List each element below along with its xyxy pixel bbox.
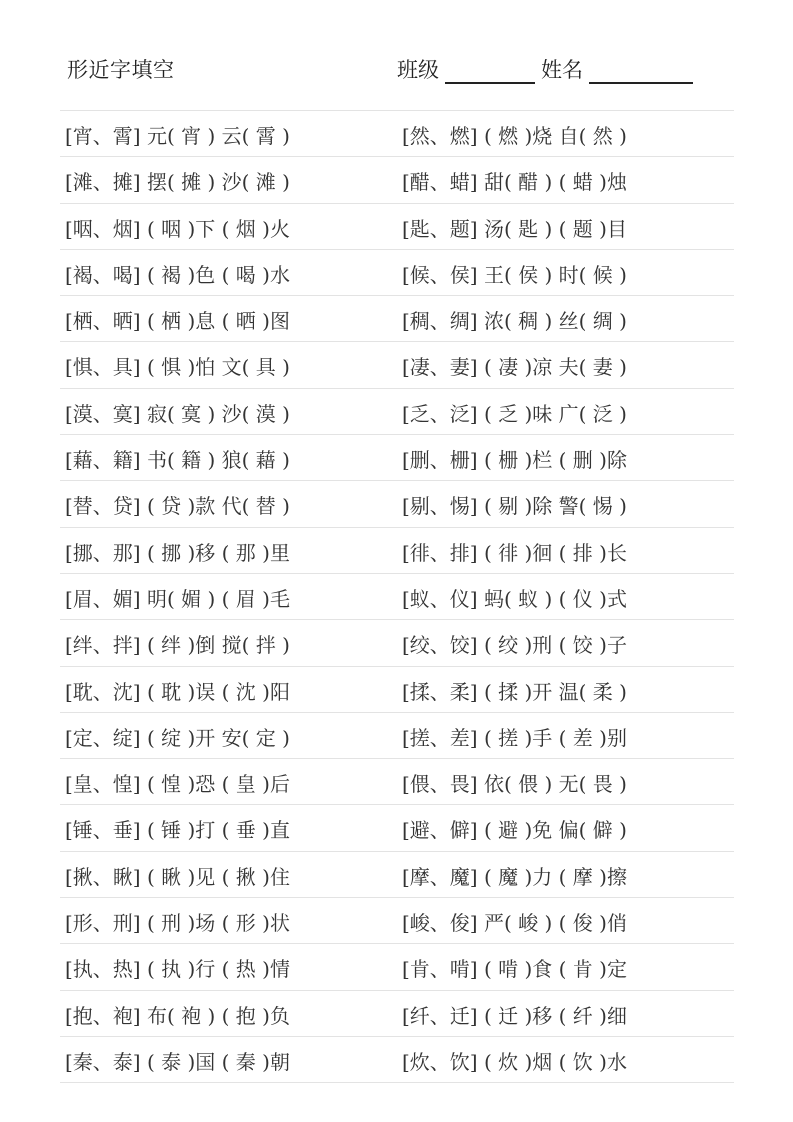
exercise-row [60,574,734,620]
exercise-left: [惧、具] ( 惧 )怕 文( 具 ) [65,355,290,380]
exercise-left: [绊、拌] ( 绊 )倒 搅( 拌 ) [65,633,290,658]
exercise-right: [徘、排] ( 徘 )徊 ( 排 )长 [402,540,627,565]
exercise-left: [藉、籍] 书( 籍 ) 狼( 藉 ) [65,448,290,473]
exercise-left: [执、热] ( 执 )行 ( 热 )情 [65,957,290,982]
exercise-left: [形、刑] ( 刑 )场 ( 形 )状 [65,911,290,936]
student-info [397,54,693,84]
name-label: 姓名 [541,58,583,82]
exercise-row [60,250,734,296]
exercise-right: [避、僻] ( 避 )免 偏( 僻 ) [402,818,627,843]
exercise-row [60,389,734,435]
exercise-row [60,157,734,203]
exercise-right: [揉、柔] ( 揉 )开 温( 柔 ) [402,679,627,704]
exercise-left: [锤、垂] ( 锤 )打 ( 垂 )直 [65,818,290,843]
exercise-table [60,110,734,1083]
exercise-right: [蚁、仪] 蚂( 蚁 ) ( 仪 )式 [402,586,627,611]
exercise-right: [醋、蜡] 甜( 醋 ) ( 蜡 )烛 [402,170,627,195]
exercise-row [60,481,734,527]
exercise-left: [替、贷] ( 贷 )款 代( 替 ) [65,494,290,519]
exercise-left: [定、绽] ( 绽 )开 安( 定 ) [65,725,290,750]
exercise-left: [揪、瞅] ( 瞅 )见 ( 揪 )住 [65,864,290,889]
exercise-right: [肯、啃] ( 啃 )食 ( 肯 )定 [402,957,627,982]
name-blank[interactable] [589,60,693,84]
exercise-right: [峻、俊] 严( 峻 ) ( 俊 )俏 [402,911,627,936]
exercise-row [60,852,734,898]
exercise-right: [候、侯] 王( 侯 ) 时( 候 ) [402,262,627,287]
exercise-right: [稠、绸] 浓( 稠 ) 丝( 绸 ) [402,309,627,334]
exercise-right: [凄、妻] ( 凄 )凉 夫( 妻 ) [402,355,627,380]
exercise-left: [秦、泰] ( 泰 )国 ( 秦 )朝 [65,1049,290,1074]
exercise-right: [剔、惕] ( 剔 )除 警( 惕 ) [402,494,627,519]
exercise-row [60,1037,734,1083]
exercise-right: [匙、题] 汤( 匙 ) ( 题 )目 [402,216,627,241]
exercise-left: [皇、惶] ( 惶 )恐 ( 皇 )后 [65,772,290,797]
exercise-left: [抱、袍] 布( 袍 ) ( 抱 )负 [65,1003,290,1028]
exercise-row [60,898,734,944]
exercise-row [60,667,734,713]
exercise-left: [褐、喝] ( 褐 )色 ( 喝 )水 [65,262,290,287]
exercise-row [60,620,734,666]
exercise-row [60,111,734,157]
exercise-row [60,713,734,759]
exercise-left: [咽、烟] ( 咽 )下 ( 烟 )火 [65,216,290,241]
class-label: 班级 [397,58,439,82]
exercise-left: [眉、媚] 明( 媚 ) ( 眉 )毛 [65,586,290,611]
exercise-left: [漠、寞] 寂( 寞 ) 沙( 漠 ) [65,401,290,426]
exercise-right: [乏、泛] ( 乏 )味 广( 泛 ) [402,401,627,426]
exercise-right: [纤、迁] ( 迁 )移 ( 纤 )细 [402,1003,627,1028]
exercise-row [60,342,734,388]
exercise-right: [然、燃] ( 燃 )烧 自( 然 ) [402,124,627,148]
exercise-left: [滩、摊] 摆( 摊 ) 沙( 滩 ) [65,170,290,195]
exercise-left: [挪、那] ( 挪 )移 ( 那 )里 [65,540,290,565]
exercise-row [60,528,734,574]
exercise-right: [搓、差] ( 搓 )手 ( 差 )别 [402,725,627,750]
exercise-row [60,991,734,1037]
exercise-left: [耽、沈] ( 耽 )误 ( 沈 )阳 [65,679,290,704]
exercise-right: [摩、魔] ( 魔 )力 ( 摩 )擦 [402,864,627,889]
class-blank[interactable] [445,60,535,84]
exercise-right: [绞、饺] ( 绞 )刑 ( 饺 )子 [402,633,627,658]
exercise-row [60,805,734,851]
exercise-right: [删、栅] ( 栅 )栏 ( 删 )除 [402,448,627,473]
exercise-row [60,435,734,481]
exercise-left: [栖、晒] ( 栖 )息 ( 晒 )图 [65,309,290,334]
exercise-right: [炊、饮] ( 炊 )烟 ( 饮 )水 [402,1049,627,1074]
exercise-right: [偎、畏] 依( 偎 ) 无( 畏 ) [402,772,627,797]
worksheet-title: 形近字填空 [67,58,175,82]
exercise-row [60,296,734,342]
exercise-left: [宵、霄] 元( 宵 ) 云( 霄 ) [65,124,290,148]
exercise-row [60,944,734,990]
exercise-row [60,759,734,805]
exercise-row [60,204,734,250]
